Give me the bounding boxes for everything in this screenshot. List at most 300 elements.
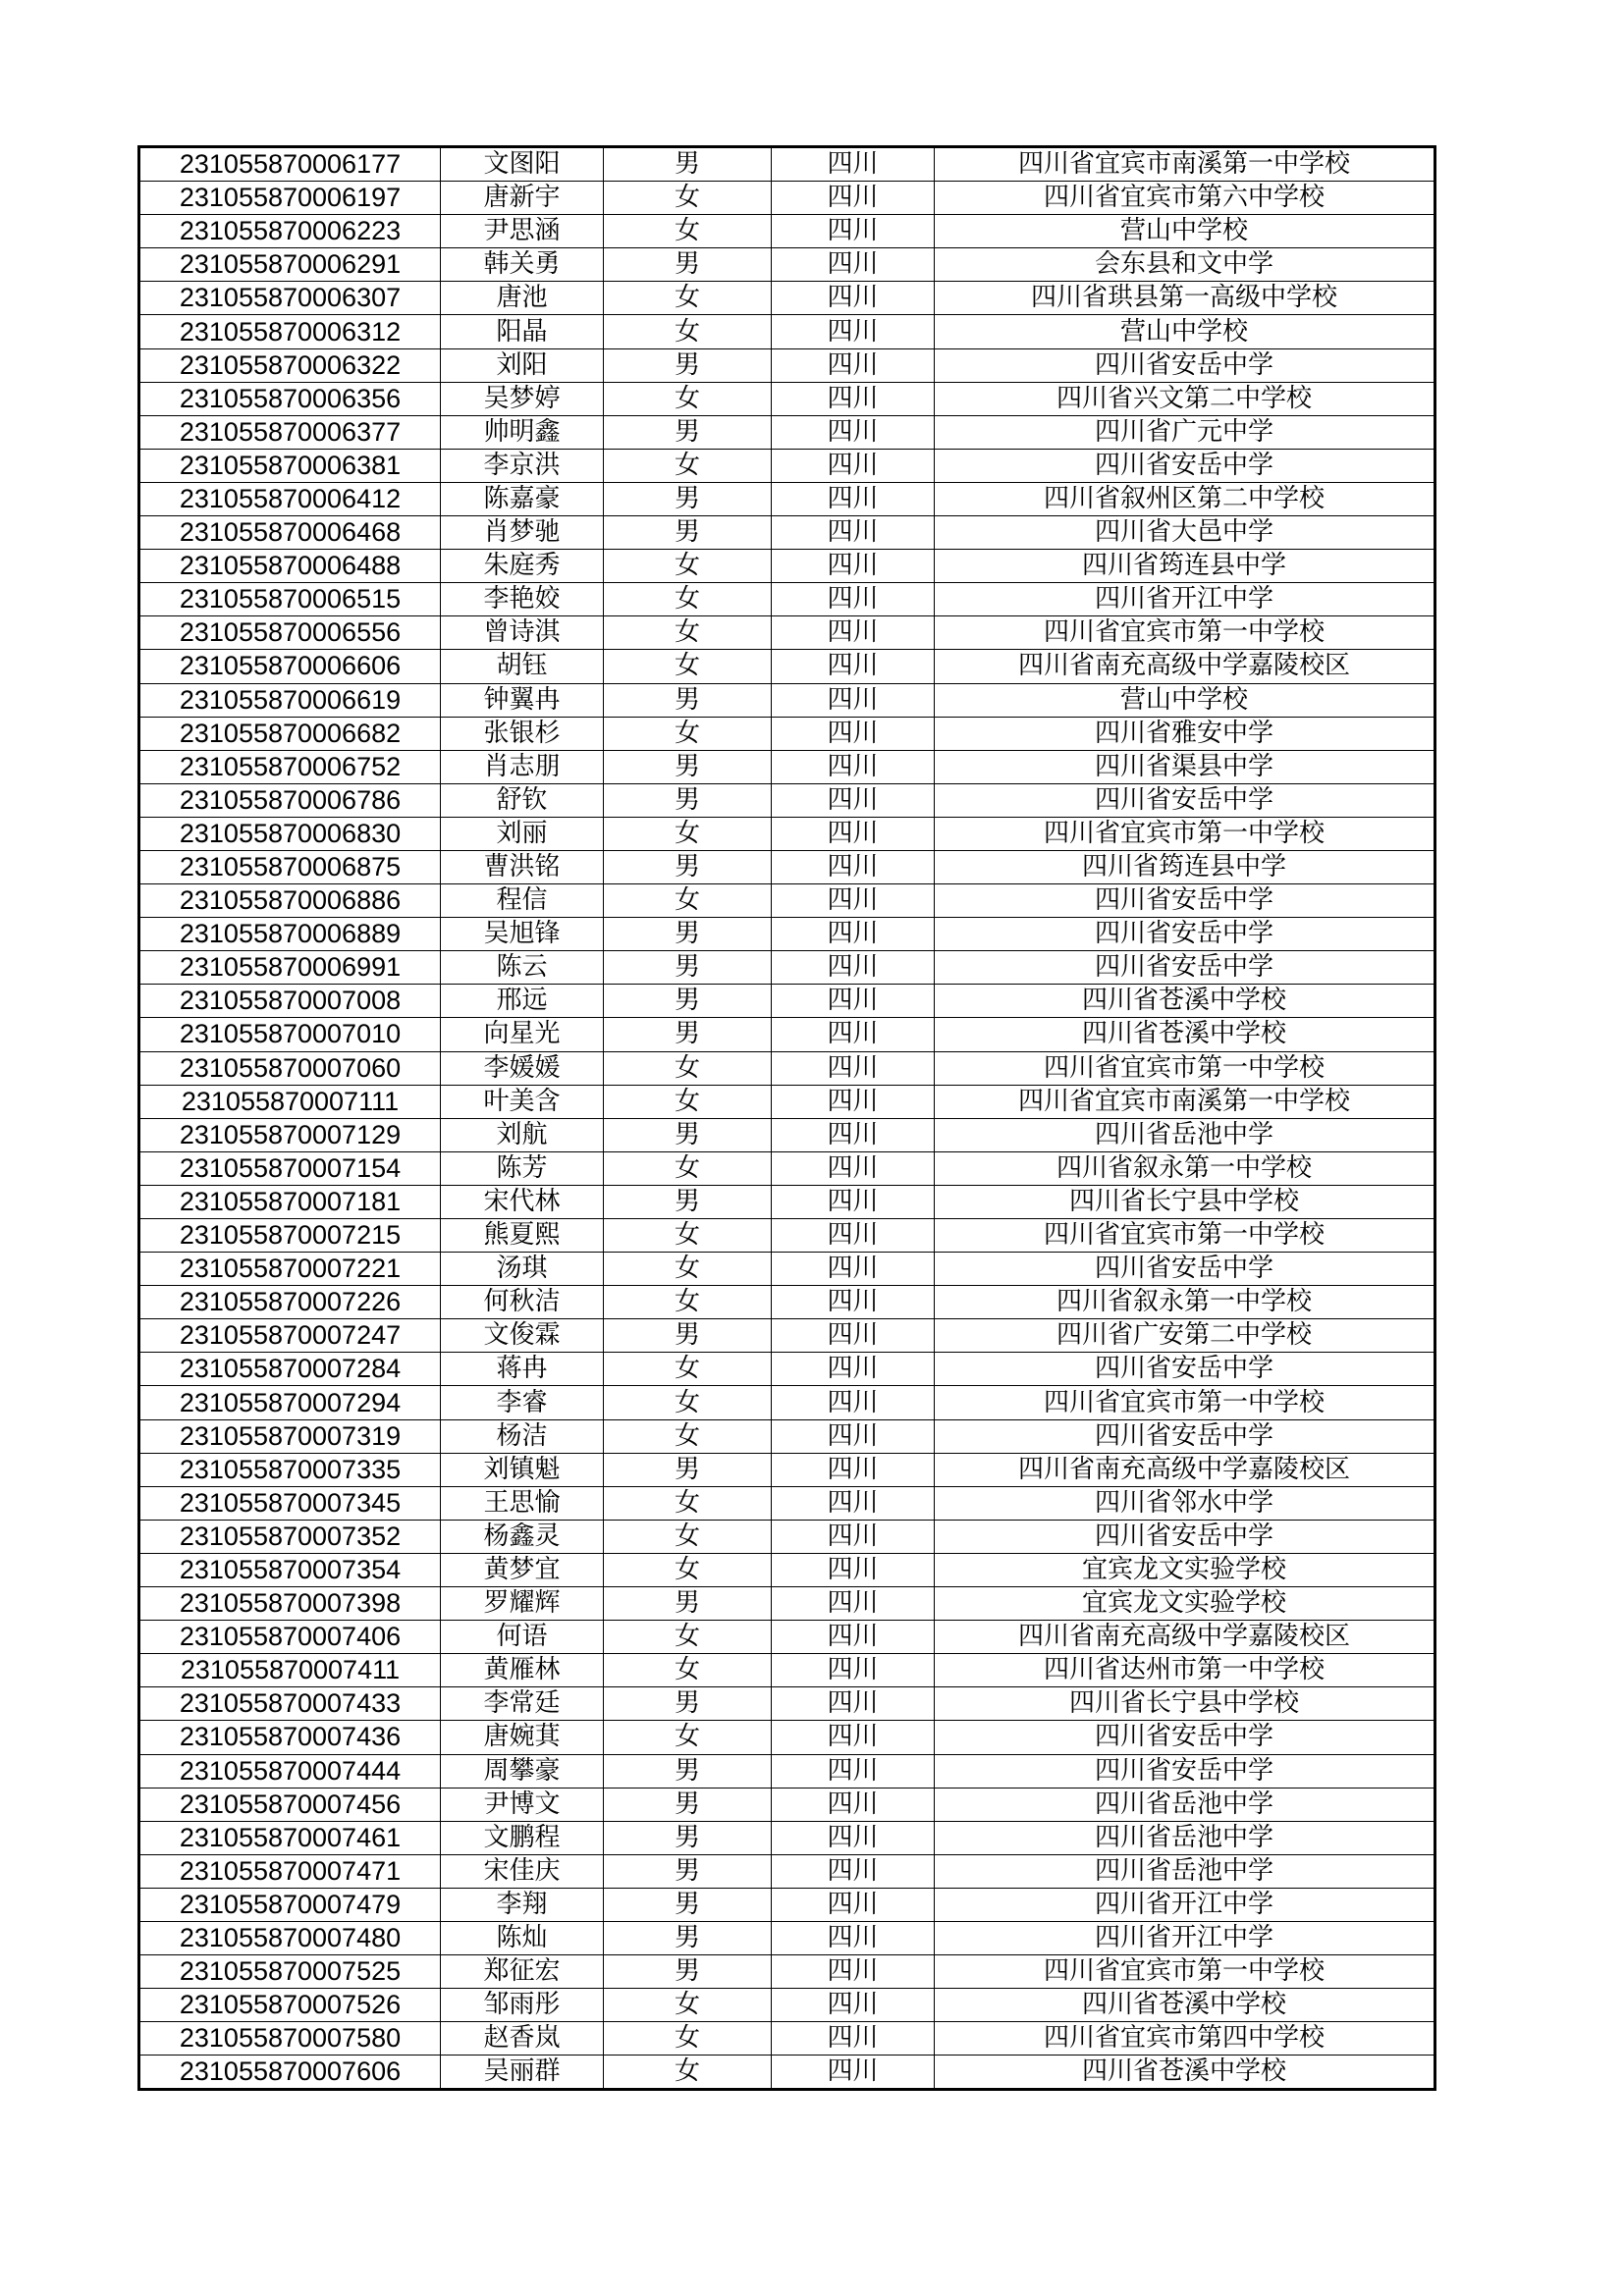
table-row bbox=[139, 1553, 1435, 1586]
student-id-cell: 231055870007433 bbox=[139, 1687, 441, 1721]
student-name-cell: 吴梦婷 bbox=[441, 382, 604, 415]
student-name-cell: 程信 bbox=[441, 884, 604, 918]
school-cell: 四川省苍溪中学校 bbox=[935, 1989, 1435, 2022]
school-cell: 四川省筠连县中学 bbox=[935, 850, 1435, 883]
student-name-cell: 唐新宇 bbox=[441, 182, 604, 215]
gender-cell: 男 bbox=[604, 1854, 772, 1888]
gender-cell: 男 bbox=[604, 482, 772, 515]
gender-cell: 女 bbox=[604, 1051, 772, 1085]
student-id-cell: 231055870006488 bbox=[139, 550, 441, 583]
student-id-cell: 231055870007479 bbox=[139, 1888, 441, 1921]
table-row bbox=[139, 1185, 1435, 1218]
student-name-cell: 曾诗淇 bbox=[441, 616, 604, 650]
province-cell: 四川 bbox=[772, 850, 935, 883]
province-cell: 四川 bbox=[772, 1185, 935, 1218]
student-id-cell: 231055870007129 bbox=[139, 1118, 441, 1151]
student-name-cell: 刘航 bbox=[441, 1118, 604, 1151]
table-row bbox=[139, 1453, 1435, 1486]
roster-table-body bbox=[139, 147, 1435, 2090]
student-id-cell: 231055870007352 bbox=[139, 1520, 441, 1553]
student-name-cell: 罗耀辉 bbox=[441, 1587, 604, 1621]
student-name-cell: 文俊霖 bbox=[441, 1319, 604, 1353]
student-name-cell: 郑征宏 bbox=[441, 1955, 604, 1989]
gender-cell: 男 bbox=[604, 248, 772, 282]
student-name-cell: 刘镇魁 bbox=[441, 1453, 604, 1486]
table-row bbox=[139, 382, 1435, 415]
province-cell: 四川 bbox=[772, 1018, 935, 1051]
province-cell: 四川 bbox=[772, 783, 935, 817]
gender-cell: 男 bbox=[604, 783, 772, 817]
gender-cell: 男 bbox=[604, 1118, 772, 1151]
province-cell: 四川 bbox=[772, 1788, 935, 1821]
student-id-cell: 231055870006830 bbox=[139, 817, 441, 850]
school-cell: 四川省安岳中学 bbox=[935, 449, 1435, 482]
province-cell: 四川 bbox=[772, 1319, 935, 1353]
table-row bbox=[139, 1051, 1435, 1085]
roster-table bbox=[137, 145, 1436, 2091]
province-cell: 四川 bbox=[772, 248, 935, 282]
table-row bbox=[139, 583, 1435, 616]
school-cell: 四川省珙县第一高级中学校 bbox=[935, 282, 1435, 315]
table-row bbox=[139, 1989, 1435, 2022]
gender-cell: 男 bbox=[604, 683, 772, 717]
province-cell: 四川 bbox=[772, 1754, 935, 1788]
gender-cell: 女 bbox=[604, 1286, 772, 1319]
gender-cell: 男 bbox=[604, 516, 772, 550]
table-row bbox=[139, 1419, 1435, 1453]
student-id-cell: 231055870006307 bbox=[139, 282, 441, 315]
gender-cell: 男 bbox=[604, 1319, 772, 1353]
school-cell: 营山中学校 bbox=[935, 683, 1435, 717]
student-name-cell: 熊夏熙 bbox=[441, 1219, 604, 1253]
gender-cell: 女 bbox=[604, 1219, 772, 1253]
gender-cell: 女 bbox=[604, 1486, 772, 1520]
student-name-cell: 帅明鑫 bbox=[441, 415, 604, 449]
student-name-cell: 肖志朋 bbox=[441, 750, 604, 783]
student-name-cell: 刘阳 bbox=[441, 348, 604, 382]
school-cell: 四川省宜宾市第一中学校 bbox=[935, 1955, 1435, 1989]
student-name-cell: 黄雁林 bbox=[441, 1654, 604, 1687]
province-cell: 四川 bbox=[772, 1051, 935, 1085]
student-id-cell: 231055870007319 bbox=[139, 1419, 441, 1453]
student-name-cell: 张银杉 bbox=[441, 717, 604, 750]
province-cell: 四川 bbox=[772, 449, 935, 482]
student-name-cell: 曹洪铭 bbox=[441, 850, 604, 883]
school-cell: 四川省宜宾市第一中学校 bbox=[935, 1219, 1435, 1253]
student-id-cell: 231055870006177 bbox=[139, 147, 441, 182]
school-cell: 四川省苍溪中学校 bbox=[935, 985, 1435, 1018]
student-id-cell: 231055870007398 bbox=[139, 1587, 441, 1621]
table-row bbox=[139, 482, 1435, 515]
student-id-cell: 231055870007580 bbox=[139, 2022, 441, 2056]
province-cell: 四川 bbox=[772, 1654, 935, 1687]
student-name-cell: 王思愉 bbox=[441, 1486, 604, 1520]
school-cell: 四川省安岳中学 bbox=[935, 884, 1435, 918]
province-cell: 四川 bbox=[772, 516, 935, 550]
school-cell: 四川省安岳中学 bbox=[935, 1253, 1435, 1286]
gender-cell: 女 bbox=[604, 449, 772, 482]
student-id-cell: 231055870006889 bbox=[139, 918, 441, 951]
school-cell: 四川省安岳中学 bbox=[935, 348, 1435, 382]
table-row bbox=[139, 1486, 1435, 1520]
table-row bbox=[139, 1587, 1435, 1621]
province-cell: 四川 bbox=[772, 1286, 935, 1319]
province-cell: 四川 bbox=[772, 1621, 935, 1654]
table-row bbox=[139, 1253, 1435, 1286]
gender-cell: 女 bbox=[604, 817, 772, 850]
student-id-cell: 231055870007480 bbox=[139, 1921, 441, 1954]
student-id-cell: 231055870007411 bbox=[139, 1654, 441, 1687]
school-cell: 四川省邻水中学 bbox=[935, 1486, 1435, 1520]
province-cell: 四川 bbox=[772, 1118, 935, 1151]
gender-cell: 男 bbox=[604, 1587, 772, 1621]
table-row bbox=[139, 182, 1435, 215]
table-row bbox=[139, 1085, 1435, 1118]
gender-cell: 男 bbox=[604, 985, 772, 1018]
school-cell: 四川省岳池中学 bbox=[935, 1788, 1435, 1821]
school-cell: 四川省安岳中学 bbox=[935, 1721, 1435, 1754]
province-cell: 四川 bbox=[772, 918, 935, 951]
student-id-cell: 231055870007181 bbox=[139, 1185, 441, 1218]
school-cell: 四川省开江中学 bbox=[935, 583, 1435, 616]
gender-cell: 男 bbox=[604, 1788, 772, 1821]
student-id-cell: 231055870006682 bbox=[139, 717, 441, 750]
student-name-cell: 杨洁 bbox=[441, 1419, 604, 1453]
student-id-cell: 231055870007461 bbox=[139, 1821, 441, 1854]
table-row bbox=[139, 248, 1435, 282]
table-row bbox=[139, 315, 1435, 348]
school-cell: 四川省安岳中学 bbox=[935, 783, 1435, 817]
student-id-cell: 231055870006377 bbox=[139, 415, 441, 449]
student-name-cell: 韩关勇 bbox=[441, 248, 604, 282]
gender-cell: 男 bbox=[604, 147, 772, 182]
gender-cell: 女 bbox=[604, 1989, 772, 2022]
student-id-cell: 231055870007606 bbox=[139, 2056, 441, 2090]
student-name-cell: 宋代林 bbox=[441, 1185, 604, 1218]
gender-cell: 女 bbox=[604, 717, 772, 750]
gender-cell: 女 bbox=[604, 382, 772, 415]
table-row bbox=[139, 918, 1435, 951]
province-cell: 四川 bbox=[772, 147, 935, 182]
student-id-cell: 231055870007226 bbox=[139, 1286, 441, 1319]
table-row bbox=[139, 1687, 1435, 1721]
student-name-cell: 宋佳庆 bbox=[441, 1854, 604, 1888]
school-cell: 营山中学校 bbox=[935, 315, 1435, 348]
table-row bbox=[139, 616, 1435, 650]
table-row bbox=[139, 2056, 1435, 2090]
province-cell: 四川 bbox=[772, 1989, 935, 2022]
gender-cell: 男 bbox=[604, 1888, 772, 1921]
student-id-cell: 231055870007471 bbox=[139, 1854, 441, 1888]
province-cell: 四川 bbox=[772, 348, 935, 382]
table-row bbox=[139, 415, 1435, 449]
table-row bbox=[139, 1353, 1435, 1386]
student-name-cell: 肖梦驰 bbox=[441, 516, 604, 550]
student-name-cell: 李翔 bbox=[441, 1888, 604, 1921]
student-id-cell: 231055870006991 bbox=[139, 951, 441, 985]
table-row bbox=[139, 717, 1435, 750]
gender-cell: 女 bbox=[604, 1419, 772, 1453]
table-row bbox=[139, 783, 1435, 817]
student-name-cell: 何秋洁 bbox=[441, 1286, 604, 1319]
province-cell: 四川 bbox=[772, 717, 935, 750]
student-id-cell: 231055870007154 bbox=[139, 1151, 441, 1185]
student-id-cell: 231055870006468 bbox=[139, 516, 441, 550]
student-id-cell: 231055870007345 bbox=[139, 1486, 441, 1520]
school-cell: 四川省苍溪中学校 bbox=[935, 2056, 1435, 2090]
gender-cell: 女 bbox=[604, 550, 772, 583]
school-cell: 会东县和文中学 bbox=[935, 248, 1435, 282]
school-cell: 四川省长宁县中学校 bbox=[935, 1185, 1435, 1218]
student-name-cell: 周攀豪 bbox=[441, 1754, 604, 1788]
gender-cell: 男 bbox=[604, 750, 772, 783]
province-cell: 四川 bbox=[772, 951, 935, 985]
school-cell: 四川省叙永第一中学校 bbox=[935, 1151, 1435, 1185]
province-cell: 四川 bbox=[772, 616, 935, 650]
student-name-cell: 阳晶 bbox=[441, 315, 604, 348]
student-name-cell: 黄梦宜 bbox=[441, 1553, 604, 1586]
table-row bbox=[139, 1018, 1435, 1051]
gender-cell: 女 bbox=[604, 884, 772, 918]
province-cell: 四川 bbox=[772, 884, 935, 918]
school-cell: 四川省宜宾市第六中学校 bbox=[935, 182, 1435, 215]
gender-cell: 女 bbox=[604, 1520, 772, 1553]
table-row bbox=[139, 1754, 1435, 1788]
province-cell: 四川 bbox=[772, 482, 935, 515]
table-row bbox=[139, 1921, 1435, 1954]
student-id-cell: 231055870006515 bbox=[139, 583, 441, 616]
province-cell: 四川 bbox=[772, 985, 935, 1018]
table-row bbox=[139, 750, 1435, 783]
school-cell: 四川省宜宾市南溪第一中学校 bbox=[935, 1085, 1435, 1118]
table-row bbox=[139, 1118, 1435, 1151]
province-cell: 四川 bbox=[772, 415, 935, 449]
school-cell: 四川省宜宾市第一中学校 bbox=[935, 1051, 1435, 1085]
school-cell: 四川省南充高级中学嘉陵校区 bbox=[935, 650, 1435, 683]
school-cell: 宜宾龙文实验学校 bbox=[935, 1553, 1435, 1586]
school-cell: 四川省安岳中学 bbox=[935, 1419, 1435, 1453]
student-id-cell: 231055870006875 bbox=[139, 850, 441, 883]
student-id-cell: 231055870007060 bbox=[139, 1051, 441, 1085]
student-id-cell: 231055870007010 bbox=[139, 1018, 441, 1051]
table-row bbox=[139, 951, 1435, 985]
table-row bbox=[139, 1654, 1435, 1687]
table-row bbox=[139, 1721, 1435, 1754]
student-name-cell: 李京洪 bbox=[441, 449, 604, 482]
school-cell: 四川省苍溪中学校 bbox=[935, 1018, 1435, 1051]
student-name-cell: 邢远 bbox=[441, 985, 604, 1018]
table-row bbox=[139, 550, 1435, 583]
school-cell: 四川省达州市第一中学校 bbox=[935, 1654, 1435, 1687]
table-row bbox=[139, 817, 1435, 850]
student-name-cell: 尹博文 bbox=[441, 1788, 604, 1821]
gender-cell: 女 bbox=[604, 583, 772, 616]
student-id-cell: 231055870006197 bbox=[139, 182, 441, 215]
gender-cell: 男 bbox=[604, 1018, 772, 1051]
gender-cell: 女 bbox=[604, 1151, 772, 1185]
student-name-cell: 邹雨彤 bbox=[441, 1989, 604, 2022]
province-cell: 四川 bbox=[772, 1085, 935, 1118]
school-cell: 四川省广安第二中学校 bbox=[935, 1319, 1435, 1353]
student-name-cell: 叶美含 bbox=[441, 1085, 604, 1118]
table-row bbox=[139, 1788, 1435, 1821]
student-id-cell: 231055870006322 bbox=[139, 348, 441, 382]
student-name-cell: 汤琪 bbox=[441, 1253, 604, 1286]
gender-cell: 女 bbox=[604, 1721, 772, 1754]
student-name-cell: 向星光 bbox=[441, 1018, 604, 1051]
student-id-cell: 231055870006412 bbox=[139, 482, 441, 515]
student-name-cell: 文图阳 bbox=[441, 147, 604, 182]
table-row bbox=[139, 282, 1435, 315]
province-cell: 四川 bbox=[772, 1687, 935, 1721]
school-cell: 四川省筠连县中学 bbox=[935, 550, 1435, 583]
student-name-cell: 吴丽群 bbox=[441, 2056, 604, 2090]
gender-cell: 男 bbox=[604, 1185, 772, 1218]
school-cell: 宜宾龙文实验学校 bbox=[935, 1587, 1435, 1621]
province-cell: 四川 bbox=[772, 1888, 935, 1921]
table-row bbox=[139, 884, 1435, 918]
school-cell: 四川省长宁县中学校 bbox=[935, 1687, 1435, 1721]
student-id-cell: 231055870006223 bbox=[139, 215, 441, 248]
student-name-cell: 朱庭秀 bbox=[441, 550, 604, 583]
gender-cell: 女 bbox=[604, 1353, 772, 1386]
gender-cell: 男 bbox=[604, 918, 772, 951]
gender-cell: 女 bbox=[604, 1253, 772, 1286]
gender-cell: 女 bbox=[604, 650, 772, 683]
student-id-cell: 231055870006356 bbox=[139, 382, 441, 415]
province-cell: 四川 bbox=[772, 650, 935, 683]
gender-cell: 男 bbox=[604, 1821, 772, 1854]
gender-cell: 男 bbox=[604, 1453, 772, 1486]
student-name-cell: 钟翼冉 bbox=[441, 683, 604, 717]
table-row bbox=[139, 1520, 1435, 1553]
student-name-cell: 尹思涵 bbox=[441, 215, 604, 248]
student-name-cell: 杨鑫灵 bbox=[441, 1520, 604, 1553]
gender-cell: 男 bbox=[604, 348, 772, 382]
school-cell: 营山中学校 bbox=[935, 215, 1435, 248]
province-cell: 四川 bbox=[772, 583, 935, 616]
student-id-cell: 231055870006606 bbox=[139, 650, 441, 683]
student-id-cell: 231055870007294 bbox=[139, 1386, 441, 1419]
province-cell: 四川 bbox=[772, 1151, 935, 1185]
student-id-cell: 231055870006619 bbox=[139, 683, 441, 717]
table-row bbox=[139, 650, 1435, 683]
table-row bbox=[139, 348, 1435, 382]
province-cell: 四川 bbox=[772, 1821, 935, 1854]
student-name-cell: 陈灿 bbox=[441, 1921, 604, 1954]
student-id-cell: 231055870007215 bbox=[139, 1219, 441, 1253]
province-cell: 四川 bbox=[772, 1520, 935, 1553]
school-cell: 四川省广元中学 bbox=[935, 415, 1435, 449]
table-row bbox=[139, 449, 1435, 482]
school-cell: 四川省兴文第二中学校 bbox=[935, 382, 1435, 415]
gender-cell: 女 bbox=[604, 215, 772, 248]
table-row bbox=[139, 1151, 1435, 1185]
student-id-cell: 231055870006312 bbox=[139, 315, 441, 348]
gender-cell: 女 bbox=[604, 182, 772, 215]
student-name-cell: 舒钦 bbox=[441, 783, 604, 817]
student-id-cell: 231055870007284 bbox=[139, 1353, 441, 1386]
province-cell: 四川 bbox=[772, 1854, 935, 1888]
student-id-cell: 231055870007111 bbox=[139, 1085, 441, 1118]
table-row bbox=[139, 1219, 1435, 1253]
table-row bbox=[139, 683, 1435, 717]
school-cell: 四川省安岳中学 bbox=[935, 918, 1435, 951]
school-cell: 四川省叙州区第二中学校 bbox=[935, 482, 1435, 515]
gender-cell: 男 bbox=[604, 1921, 772, 1954]
student-id-cell: 231055870007335 bbox=[139, 1453, 441, 1486]
student-name-cell: 蒋冉 bbox=[441, 1353, 604, 1386]
student-name-cell: 吴旭锋 bbox=[441, 918, 604, 951]
gender-cell: 男 bbox=[604, 1955, 772, 1989]
table-row bbox=[139, 1821, 1435, 1854]
province-cell: 四川 bbox=[772, 1386, 935, 1419]
province-cell: 四川 bbox=[772, 750, 935, 783]
province-cell: 四川 bbox=[772, 1955, 935, 1989]
school-cell: 四川省宜宾市第一中学校 bbox=[935, 1386, 1435, 1419]
student-id-cell: 231055870007526 bbox=[139, 1989, 441, 2022]
student-name-cell: 赵香岚 bbox=[441, 2022, 604, 2056]
table-row bbox=[139, 1621, 1435, 1654]
school-cell: 四川省安岳中学 bbox=[935, 1520, 1435, 1553]
student-name-cell: 李常廷 bbox=[441, 1687, 604, 1721]
school-cell: 四川省叙永第一中学校 bbox=[935, 1286, 1435, 1319]
table-row bbox=[139, 1955, 1435, 1989]
student-id-cell: 231055870007456 bbox=[139, 1788, 441, 1821]
gender-cell: 女 bbox=[604, 1621, 772, 1654]
student-name-cell: 李睿 bbox=[441, 1386, 604, 1419]
province-cell: 四川 bbox=[772, 382, 935, 415]
student-name-cell: 唐池 bbox=[441, 282, 604, 315]
province-cell: 四川 bbox=[772, 182, 935, 215]
student-name-cell: 陈芳 bbox=[441, 1151, 604, 1185]
province-cell: 四川 bbox=[772, 282, 935, 315]
province-cell: 四川 bbox=[772, 1721, 935, 1754]
gender-cell: 女 bbox=[604, 2056, 772, 2090]
school-cell: 四川省宜宾市第一中学校 bbox=[935, 817, 1435, 850]
table-row bbox=[139, 516, 1435, 550]
gender-cell: 男 bbox=[604, 951, 772, 985]
province-cell: 四川 bbox=[772, 1253, 935, 1286]
gender-cell: 男 bbox=[604, 850, 772, 883]
student-id-cell: 231055870006786 bbox=[139, 783, 441, 817]
school-cell: 四川省岳池中学 bbox=[935, 1821, 1435, 1854]
province-cell: 四川 bbox=[772, 1353, 935, 1386]
school-cell: 四川省安岳中学 bbox=[935, 1754, 1435, 1788]
province-cell: 四川 bbox=[772, 215, 935, 248]
province-cell: 四川 bbox=[772, 2056, 935, 2090]
province-cell: 四川 bbox=[772, 550, 935, 583]
student-id-cell: 231055870007247 bbox=[139, 1319, 441, 1353]
gender-cell: 女 bbox=[604, 2022, 772, 2056]
province-cell: 四川 bbox=[772, 817, 935, 850]
gender-cell: 女 bbox=[604, 1553, 772, 1586]
province-cell: 四川 bbox=[772, 683, 935, 717]
gender-cell: 男 bbox=[604, 415, 772, 449]
student-id-cell: 231055870007525 bbox=[139, 1955, 441, 1989]
school-cell: 四川省南充高级中学嘉陵校区 bbox=[935, 1621, 1435, 1654]
table-row bbox=[139, 215, 1435, 248]
student-id-cell: 231055870006381 bbox=[139, 449, 441, 482]
student-name-cell: 唐婉萁 bbox=[441, 1721, 604, 1754]
student-name-cell: 刘丽 bbox=[441, 817, 604, 850]
table-row bbox=[139, 147, 1435, 182]
student-name-cell: 何语 bbox=[441, 1621, 604, 1654]
school-cell: 四川省渠县中学 bbox=[935, 750, 1435, 783]
school-cell: 四川省宜宾市第四中学校 bbox=[935, 2022, 1435, 2056]
province-cell: 四川 bbox=[772, 1587, 935, 1621]
student-id-cell: 231055870006886 bbox=[139, 884, 441, 918]
